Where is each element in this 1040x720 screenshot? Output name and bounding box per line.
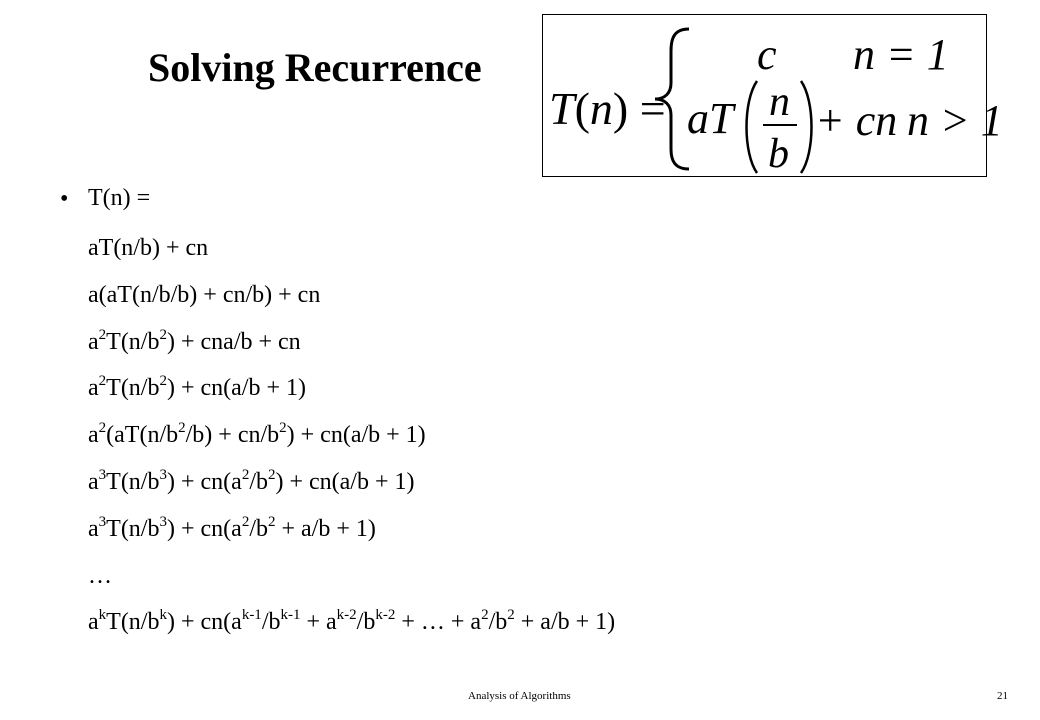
page-number: 21: [997, 690, 1008, 702]
formula-left-paren: [747, 81, 758, 173]
derivation-line: $a^kT(n/b^k) + cn(a^{k-1}/b^{k-1} + a^{k-2}/b^{k-2}$ + … + $a^2/b^2 + a/b + 1$): [88, 607, 616, 636]
derivation-line: $a^2T(n/b^2) + cn(a/b + 1)$: [88, 373, 307, 402]
recurrence-formula-box: [542, 14, 1003, 177]
derivation-lead: T(n) =: [88, 185, 151, 211]
recurrence-formula: [543, 15, 1003, 178]
derivation-line: $a^3T(n/b^3) + cn(a^2/b^2) + cn(a/b + 1)$: [88, 467, 415, 495]
formula-case1-value: c: [757, 30, 777, 79]
formula-case2-suffix: + cn: [815, 96, 898, 145]
formula-lhs: T(n) =: [549, 83, 666, 134]
formula-case2-denominator: b: [768, 131, 789, 177]
derivation-line: …: [88, 562, 112, 589]
derivation-line: $a^2T(n/b^2) + cna/b$ + cn: [88, 326, 301, 355]
bullet-marker: •: [60, 186, 69, 212]
formula-case2-condition: n > 1: [907, 96, 1003, 145]
derivation-line: aT(n/b) + cn: [88, 235, 209, 261]
formula-case1-condition: n = 1: [853, 30, 949, 79]
derivation-line: a(aT(n/b/b) + cn/b) + cn: [88, 281, 321, 308]
formula-case2-prefix: aT: [687, 94, 734, 143]
formula-brace: [655, 29, 689, 169]
derivation-line: $a^3T(n/b^3) + cn(a^2/b^2 + a/b + 1)$: [88, 513, 376, 542]
formula-right-paren: [801, 81, 812, 173]
footer-course: Analysis of Algorithms: [468, 690, 571, 702]
derivation-line: $a^2(aT(n/b^2/b) + cn/b^2) + cn(a/b + 1)$: [88, 420, 426, 449]
slide-title: Solving Recurrence: [148, 45, 482, 90]
formula-case2-numerator: n: [769, 79, 790, 125]
